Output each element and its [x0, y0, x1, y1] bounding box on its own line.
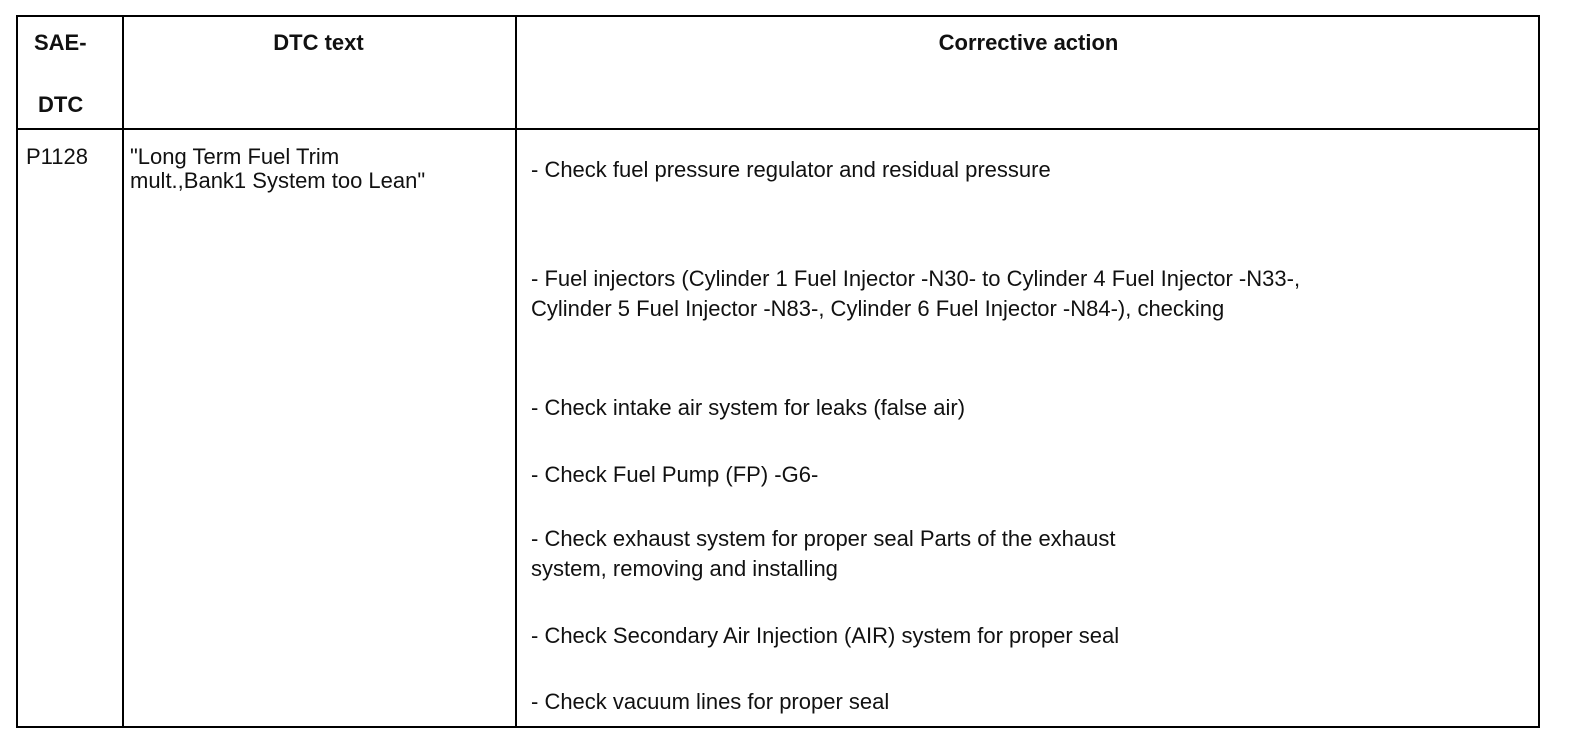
corrective-action-item: - Fuel injectors (Cylinder 1 Fuel Injector -N30- to Cylinder 4 Fuel Injector -N33-, Cylinder 5 Fuel Injector -N83-, Cylinder 6 Fuel Injector -N84-), checking [531, 266, 1301, 321]
header-dtc-text: DTC text [273, 30, 364, 55]
column-divider [515, 17, 517, 726]
corrective-action-item: - Check intake air system for leaks (false air) [531, 395, 966, 420]
dtc-description: "Long Term Fuel Trim mult.,Bank1 System too Lean" [130, 144, 426, 193]
corrective-action-item: - Check vacuum lines for proper seal [531, 689, 890, 714]
corrective-action-item: - Check exhaust system for proper seal Parts of the exhaust system, removing and installing [531, 526, 1116, 581]
corrective-action-item: - Check Secondary Air Injection (AIR) system for proper seal [531, 623, 1120, 648]
corrective-action-item: - Check fuel pressure regulator and residual pressure [531, 157, 1051, 182]
dtc-table [16, 15, 1540, 728]
header-sae-dtc-line1: SAE- [34, 30, 87, 55]
corrective-action-item: - Check Fuel Pump (FP) -G6- [531, 462, 819, 487]
header-sae-dtc-line2: DTC [38, 92, 84, 117]
header-corrective-action: Corrective action [938, 30, 1119, 55]
dtc-code: P1128 [26, 144, 88, 169]
header-divider [18, 128, 1538, 130]
column-divider [122, 17, 124, 726]
